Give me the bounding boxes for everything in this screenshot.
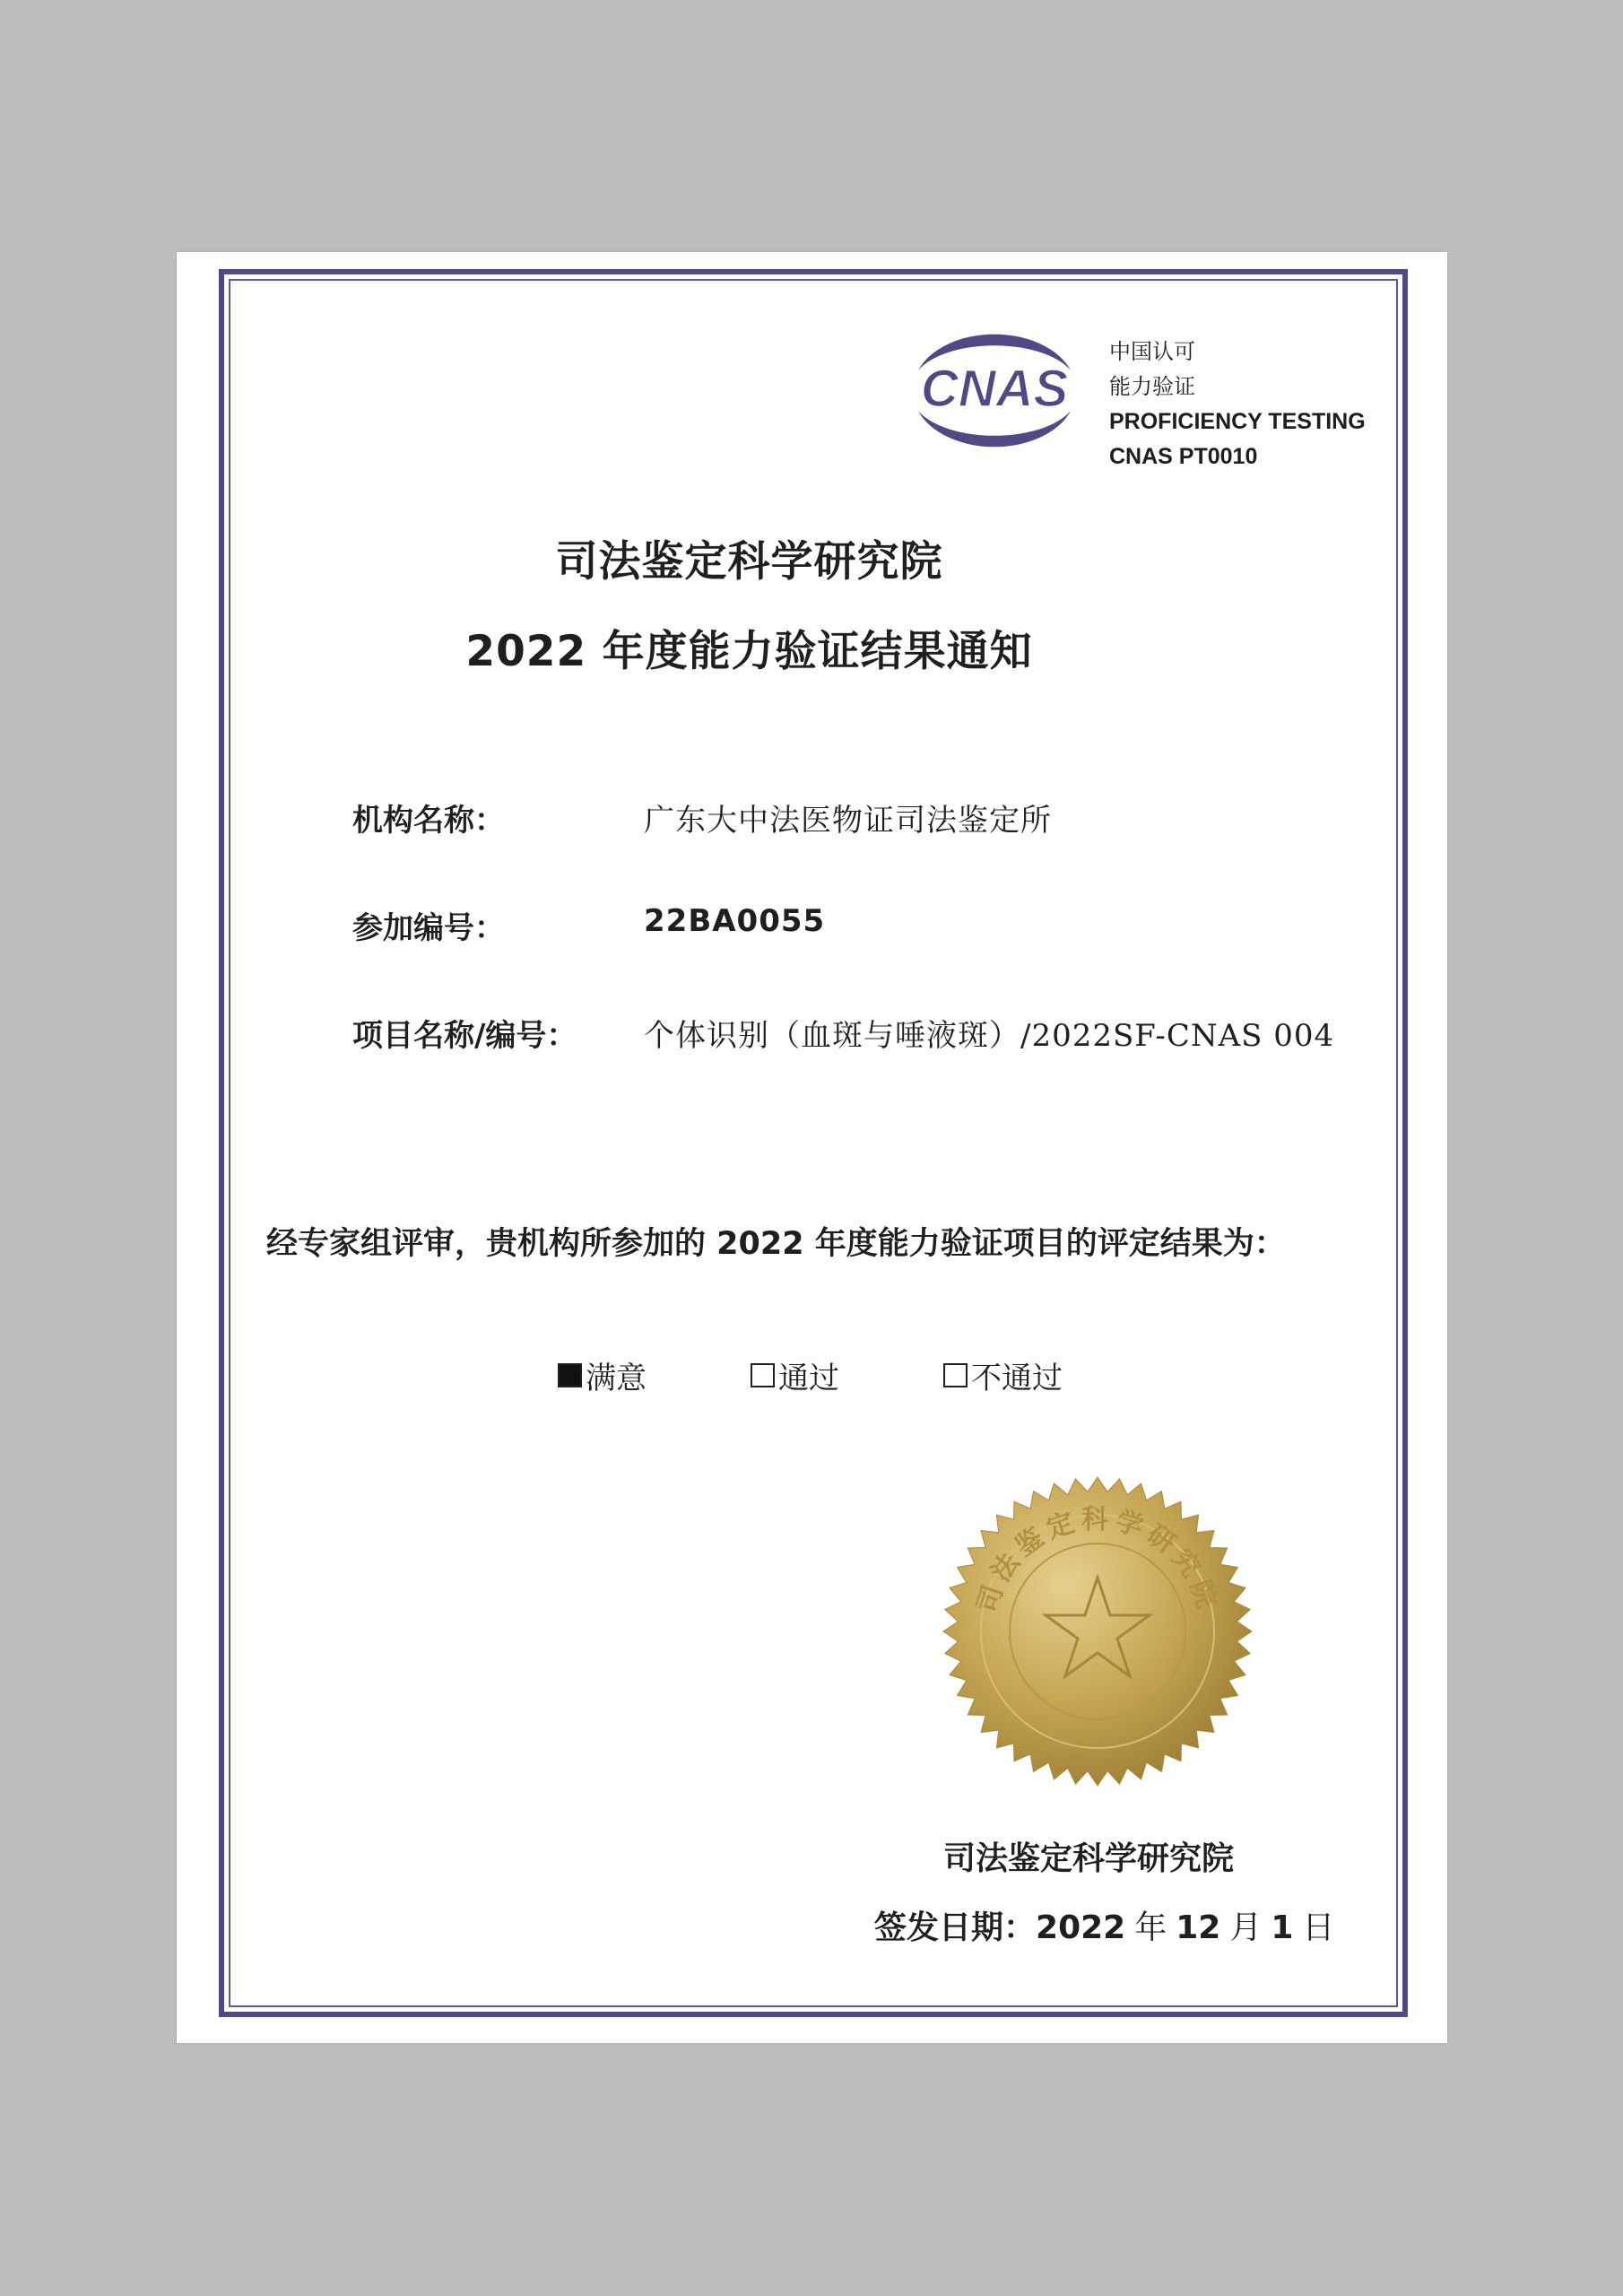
issue-date-month: 12: [1176, 1909, 1221, 1946]
cnas-logo-wordmark: CNAS: [920, 360, 1069, 418]
issue-date-day: 1: [1271, 1909, 1294, 1946]
gold-seal-icon: [941, 1474, 1254, 1788]
checked-box-icon: [558, 1363, 582, 1387]
field-value-project: 个体识别（血斑与唾液斑）/2022SF-CNAS 004: [644, 1018, 1335, 1054]
unchecked-box-icon: [943, 1363, 968, 1387]
option-fail: [943, 1353, 1063, 1397]
option-pass: [751, 1353, 839, 1397]
issue-date-month-unit: 月: [1229, 1909, 1263, 1946]
cnas-line-3: PROFICIENCY TESTING: [1109, 409, 1366, 434]
option-satisfactory: [558, 1353, 647, 1397]
certificate-page: [177, 252, 1447, 2043]
cnas-line-1: 中国认可: [1109, 339, 1195, 364]
cnas-line-2: 能力验证: [1109, 374, 1195, 399]
option-label: 不通过: [971, 1361, 1063, 1396]
seal-text: 司法鉴定科学研究院: [971, 1503, 1224, 1617]
field-label-institution: 机构名称：: [352, 803, 505, 839]
field-label-project: 项目名称/编号：: [352, 1018, 577, 1054]
unchecked-box-icon: [751, 1363, 775, 1387]
issue-date-year: 2022: [1036, 1909, 1126, 1946]
cnas-line-4: CNAS PT0010: [1109, 444, 1258, 469]
field-value-institution: 广东大中法医物证司法鉴定所: [644, 803, 1052, 839]
title-line-1: 司法鉴定科学研究院: [555, 537, 943, 587]
issue-date-day-unit: 日: [1302, 1909, 1335, 1946]
option-label: 通过: [778, 1361, 839, 1396]
issuer-name: 司法鉴定科学研究院: [943, 1840, 1235, 1877]
title-line-2: 2022 年度能力验证结果通知: [465, 627, 1033, 676]
issue-date-label: 签发日期：: [874, 1909, 1037, 1946]
cnas-logo-text: [1109, 335, 1366, 474]
issue-date: [874, 1902, 1334, 1948]
cnas-logo-icon: [905, 317, 1084, 465]
field-value-participant-id: 22BA0055: [644, 903, 826, 939]
option-label: 满意: [586, 1361, 647, 1396]
issue-date-year-unit: 年: [1134, 1909, 1167, 1946]
field-label-participant-id: 参加编号：: [352, 910, 505, 946]
result-statement: 经专家组评审，贵机构所参加的 2022 年度能力验证项目的评定结果为：: [266, 1226, 1286, 1262]
